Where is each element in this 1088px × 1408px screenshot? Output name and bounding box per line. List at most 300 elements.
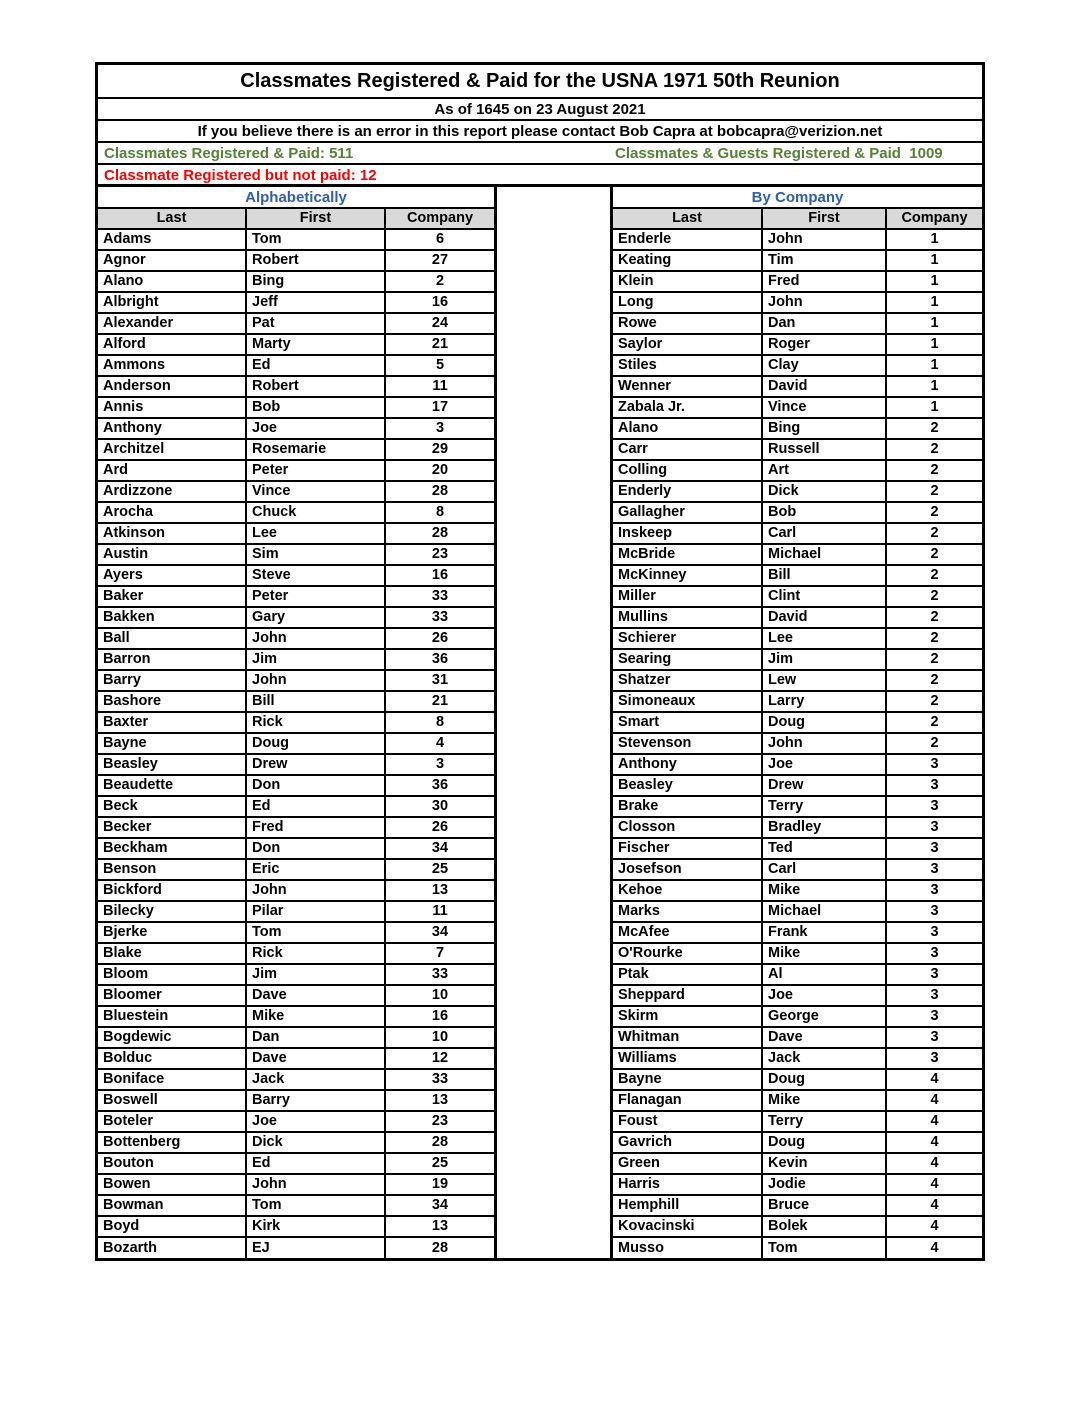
table-alphabetical <box>95 187 497 1261</box>
cell-company: 4 <box>385 733 494 754</box>
cell-last: Zabala Jr. <box>613 397 762 418</box>
cell-last: Agnor <box>98 250 246 271</box>
cell-company: 3 <box>886 922 982 943</box>
cell-company: 2 <box>886 733 982 754</box>
table-row <box>98 1006 494 1027</box>
cell-company: 2 <box>886 565 982 586</box>
cell-first: Dan <box>246 1027 385 1048</box>
table-row <box>613 859 982 880</box>
cell-company: 3 <box>886 754 982 775</box>
cell-last: Ard <box>98 460 246 481</box>
cell-company: 28 <box>385 523 494 544</box>
col-header-company: Company <box>886 209 982 229</box>
table-row <box>613 1174 982 1195</box>
table-row <box>613 1216 982 1237</box>
cell-company: 4 <box>886 1174 982 1195</box>
table-row <box>98 670 494 691</box>
cell-company: 2 <box>385 271 494 292</box>
as-of-line: As of 1645 on 23 August 2021 <box>98 99 982 121</box>
cell-last: Alano <box>613 418 762 439</box>
cell-company: 26 <box>385 628 494 649</box>
cell-company: 1 <box>886 355 982 376</box>
cell-first: Art <box>762 460 886 481</box>
cell-first: Jeff <box>246 292 385 313</box>
cell-company: 3 <box>385 418 494 439</box>
table-row <box>613 334 982 355</box>
cell-company: 11 <box>385 376 494 397</box>
cell-company: 13 <box>385 880 494 901</box>
cell-last: Boniface <box>98 1069 246 1090</box>
cell-first: Vince <box>762 397 886 418</box>
tables-area <box>95 187 985 1261</box>
cell-first: Ted <box>762 838 886 859</box>
cell-first: Tom <box>246 922 385 943</box>
cell-company: 3 <box>886 964 982 985</box>
cell-company: 2 <box>886 502 982 523</box>
by-company-table <box>613 209 982 1258</box>
cell-first: Al <box>762 964 886 985</box>
cell-company: 28 <box>385 1237 494 1257</box>
table-row <box>613 1048 982 1069</box>
cell-first: Eric <box>246 859 385 880</box>
table-row <box>613 880 982 901</box>
cell-last: Bowman <box>98 1195 246 1216</box>
cell-last: Searing <box>613 649 762 670</box>
cell-company: 20 <box>385 460 494 481</box>
col-header-last: Last <box>98 209 246 229</box>
table-row <box>98 880 494 901</box>
cell-company: 33 <box>385 964 494 985</box>
cell-company: 2 <box>886 628 982 649</box>
cell-company: 16 <box>385 565 494 586</box>
cell-company: 8 <box>385 712 494 733</box>
cell-first: Carl <box>762 523 886 544</box>
cell-company: 33 <box>385 607 494 628</box>
cell-last: Musso <box>613 1237 762 1257</box>
cell-last: Baxter <box>98 712 246 733</box>
cell-last: Sheppard <box>613 985 762 1006</box>
table-row <box>613 775 982 796</box>
cell-first: Tim <box>762 250 886 271</box>
cell-company: 33 <box>385 1069 494 1090</box>
cell-company: 2 <box>886 439 982 460</box>
cell-last: Bickford <box>98 880 246 901</box>
cell-company: 3 <box>886 985 982 1006</box>
cell-first: Bob <box>762 502 886 523</box>
cell-last: Atkinson <box>98 523 246 544</box>
cell-first: Russell <box>762 439 886 460</box>
table-row <box>98 586 494 607</box>
table-row <box>98 985 494 1006</box>
cell-company: 11 <box>385 901 494 922</box>
table-row <box>98 775 494 796</box>
cell-first: Terry <box>762 796 886 817</box>
table-row <box>613 607 982 628</box>
table-row <box>98 1027 494 1048</box>
table-row <box>613 355 982 376</box>
cell-first: John <box>246 628 385 649</box>
cell-first: Rick <box>246 712 385 733</box>
cell-last: Shatzer <box>613 670 762 691</box>
table-row <box>98 1216 494 1237</box>
table-row <box>613 817 982 838</box>
cell-last: Baker <box>98 586 246 607</box>
cell-first: John <box>762 229 886 250</box>
table-row <box>98 922 494 943</box>
cell-company: 5 <box>385 355 494 376</box>
col-header-first: First <box>762 209 886 229</box>
cell-last: Annis <box>98 397 246 418</box>
cell-company: 1 <box>886 292 982 313</box>
table-row <box>98 1069 494 1090</box>
cell-last: Albright <box>98 292 246 313</box>
cell-company: 6 <box>385 229 494 250</box>
cell-last: Carr <box>613 439 762 460</box>
cell-first: Joe <box>762 754 886 775</box>
cell-last: Saylor <box>613 334 762 355</box>
table-row <box>613 586 982 607</box>
cell-first: Marty <box>246 334 385 355</box>
cell-first: Doug <box>762 712 886 733</box>
cell-company: 23 <box>385 1111 494 1132</box>
cell-first: Sim <box>246 544 385 565</box>
spacer-column <box>497 187 610 1261</box>
table-row <box>98 376 494 397</box>
cell-company: 21 <box>385 334 494 355</box>
cell-last: Anderson <box>98 376 246 397</box>
report-header <box>95 62 985 187</box>
table-row <box>98 460 494 481</box>
cell-first: Robert <box>246 376 385 397</box>
cell-last: Becker <box>98 817 246 838</box>
cell-first: Mike <box>762 880 886 901</box>
cell-company: 2 <box>886 712 982 733</box>
cell-company: 17 <box>385 397 494 418</box>
cell-last: Beasley <box>98 754 246 775</box>
table-row <box>98 754 494 775</box>
cell-last: Bilecky <box>98 901 246 922</box>
table-row <box>98 817 494 838</box>
table-row <box>613 628 982 649</box>
cell-last: Boyd <box>98 1216 246 1237</box>
cell-last: Whitman <box>613 1027 762 1048</box>
table-row <box>613 670 982 691</box>
cell-company: 10 <box>385 985 494 1006</box>
cell-last: Alano <box>98 271 246 292</box>
table-row <box>98 1090 494 1111</box>
cell-first: Steve <box>246 565 385 586</box>
cell-first: Ed <box>246 1153 385 1174</box>
cell-company: 1 <box>886 334 982 355</box>
cell-last: Enderle <box>613 229 762 250</box>
cell-first: Don <box>246 775 385 796</box>
cell-last: Bayne <box>98 733 246 754</box>
cell-company: 4 <box>886 1216 982 1237</box>
cell-first: Joe <box>246 418 385 439</box>
cell-first: Gary <box>246 607 385 628</box>
cell-company: 33 <box>385 586 494 607</box>
table-row <box>613 439 982 460</box>
cell-company: 3 <box>886 1006 982 1027</box>
cell-last: Boteler <box>98 1111 246 1132</box>
cell-first: Dave <box>246 985 385 1006</box>
cell-last: Klein <box>613 271 762 292</box>
cell-company: 4 <box>886 1090 982 1111</box>
cell-first: Bill <box>246 691 385 712</box>
cell-company: 8 <box>385 502 494 523</box>
cell-company: 1 <box>886 229 982 250</box>
cell-first: Peter <box>246 586 385 607</box>
cell-last: Gavrich <box>613 1132 762 1153</box>
table-row <box>613 376 982 397</box>
table-row <box>613 544 982 565</box>
cell-company: 28 <box>385 1132 494 1153</box>
cell-company: 3 <box>886 859 982 880</box>
cell-last: Bashore <box>98 691 246 712</box>
cell-company: 2 <box>886 586 982 607</box>
cell-company: 13 <box>385 1216 494 1237</box>
cell-last: Simoneaux <box>613 691 762 712</box>
cell-last: Bloom <box>98 964 246 985</box>
cell-last: McKinney <box>613 565 762 586</box>
cell-company: 36 <box>385 775 494 796</box>
table-row <box>613 1153 982 1174</box>
cell-first: Tom <box>246 229 385 250</box>
cell-company: 2 <box>886 544 982 565</box>
cell-last: Skirm <box>613 1006 762 1027</box>
cell-last: Austin <box>98 544 246 565</box>
table-row <box>98 859 494 880</box>
column-header-row <box>613 209 982 229</box>
table-row <box>98 901 494 922</box>
cell-last: Josefson <box>613 859 762 880</box>
cell-last: Architzel <box>98 439 246 460</box>
table-row <box>613 523 982 544</box>
cell-last: Bogdewic <box>98 1027 246 1048</box>
table-row <box>613 502 982 523</box>
table-row <box>613 733 982 754</box>
cell-last: Ayers <box>98 565 246 586</box>
cell-last: Enderly <box>613 481 762 502</box>
cell-first: Bolek <box>762 1216 886 1237</box>
cell-last: McBride <box>613 544 762 565</box>
table-row <box>613 1132 982 1153</box>
cell-first: Jim <box>246 649 385 670</box>
table-row <box>613 1090 982 1111</box>
cell-first: Mike <box>246 1006 385 1027</box>
cell-company: 3 <box>385 754 494 775</box>
cell-first: Kirk <box>246 1216 385 1237</box>
cell-last: Flanagan <box>613 1090 762 1111</box>
cell-company: 1 <box>886 271 982 292</box>
table-row <box>98 544 494 565</box>
table-row <box>613 271 982 292</box>
cell-last: Bolduc <box>98 1048 246 1069</box>
table-row <box>98 649 494 670</box>
cell-last: Wenner <box>613 376 762 397</box>
cell-company: 31 <box>385 670 494 691</box>
cell-first: Jack <box>762 1048 886 1069</box>
table-row <box>613 754 982 775</box>
cell-company: 25 <box>385 859 494 880</box>
table-row <box>98 1111 494 1132</box>
cell-first: Chuck <box>246 502 385 523</box>
cell-last: Bowen <box>98 1174 246 1195</box>
cell-first: Roger <box>762 334 886 355</box>
table-row <box>613 985 982 1006</box>
cell-first: David <box>762 607 886 628</box>
table-title-alphabetical: Alphabetically <box>98 187 494 209</box>
cell-last: Harris <box>613 1174 762 1195</box>
table-row <box>98 943 494 964</box>
cell-last: Williams <box>613 1048 762 1069</box>
table-row <box>613 901 982 922</box>
cell-first: Doug <box>762 1069 886 1090</box>
table-row <box>613 1027 982 1048</box>
table-row <box>98 1195 494 1216</box>
cell-first: Fred <box>762 271 886 292</box>
table-row <box>98 712 494 733</box>
cell-company: 2 <box>886 649 982 670</box>
cell-first: Kevin <box>762 1153 886 1174</box>
table-row <box>98 397 494 418</box>
cell-last: Arocha <box>98 502 246 523</box>
cell-company: 25 <box>385 1153 494 1174</box>
cell-first: Clint <box>762 586 886 607</box>
cell-company: 2 <box>886 481 982 502</box>
cell-company: 3 <box>886 901 982 922</box>
cell-company: 4 <box>886 1237 982 1257</box>
cell-last: Colling <box>613 460 762 481</box>
cell-company: 7 <box>385 943 494 964</box>
cell-last: McAfee <box>613 922 762 943</box>
cell-last: Bottenberg <box>98 1132 246 1153</box>
cell-first: Frank <box>762 922 886 943</box>
cell-first: David <box>762 376 886 397</box>
cell-first: Lee <box>246 523 385 544</box>
cell-company: 2 <box>886 523 982 544</box>
cell-last: Schierer <box>613 628 762 649</box>
cell-company: 28 <box>385 481 494 502</box>
cell-last: Ammons <box>98 355 246 376</box>
cell-last: Beckham <box>98 838 246 859</box>
cell-company: 1 <box>886 376 982 397</box>
cell-first: Jim <box>246 964 385 985</box>
cell-first: Ed <box>246 796 385 817</box>
cell-first: Rick <box>246 943 385 964</box>
table-row <box>613 691 982 712</box>
table-by-company <box>610 187 985 1261</box>
cell-first: Dick <box>762 481 886 502</box>
cell-first: Michael <box>762 544 886 565</box>
cell-first: Ed <box>246 355 385 376</box>
table-row <box>613 1111 982 1132</box>
table-row <box>98 1132 494 1153</box>
cell-last: Stiles <box>613 355 762 376</box>
cell-last: Adams <box>98 229 246 250</box>
cell-company: 23 <box>385 544 494 565</box>
cell-first: Bing <box>246 271 385 292</box>
cell-last: Green <box>613 1153 762 1174</box>
table-row <box>613 1069 982 1090</box>
cell-company: 4 <box>886 1132 982 1153</box>
cell-company: 26 <box>385 817 494 838</box>
table-title-by-company: By Company <box>613 187 982 209</box>
table-row <box>613 460 982 481</box>
table-row <box>613 481 982 502</box>
cell-first: Doug <box>762 1132 886 1153</box>
cell-first: Michael <box>762 901 886 922</box>
cell-first: Dave <box>246 1048 385 1069</box>
cell-first: Lew <box>762 670 886 691</box>
table-row <box>98 481 494 502</box>
cell-last: Marks <box>613 901 762 922</box>
table-row <box>613 796 982 817</box>
cell-first: Carl <box>762 859 886 880</box>
cell-first: Bing <box>762 418 886 439</box>
table-row <box>98 250 494 271</box>
cell-last: Ball <box>98 628 246 649</box>
counts-row <box>98 143 982 165</box>
cell-first: Larry <box>762 691 886 712</box>
table-row <box>98 1048 494 1069</box>
cell-company: 27 <box>385 250 494 271</box>
cell-first: Terry <box>762 1111 886 1132</box>
cell-first: Mike <box>762 943 886 964</box>
alphabetical-table <box>98 209 494 1258</box>
cell-last: Smart <box>613 712 762 733</box>
cell-company: 12 <box>385 1048 494 1069</box>
cell-first: Tom <box>762 1237 886 1257</box>
cell-company: 4 <box>886 1111 982 1132</box>
cell-company: 16 <box>385 292 494 313</box>
cell-last: Anthony <box>98 418 246 439</box>
cell-company: 34 <box>385 922 494 943</box>
cell-company: 3 <box>886 838 982 859</box>
table-row <box>613 250 982 271</box>
cell-first: John <box>762 733 886 754</box>
cell-first: Fred <box>246 817 385 838</box>
cell-last: Hemphill <box>613 1195 762 1216</box>
cell-last: Boswell <box>98 1090 246 1111</box>
not-paid-count: Classmate Registered but not paid: 12 <box>98 165 982 187</box>
cell-last: Beaudette <box>98 775 246 796</box>
cell-first: Joe <box>246 1111 385 1132</box>
cell-first: John <box>246 670 385 691</box>
cell-first: Mike <box>762 1090 886 1111</box>
cell-first: Jack <box>246 1069 385 1090</box>
cell-first: Drew <box>246 754 385 775</box>
cell-first: Peter <box>246 460 385 481</box>
table-row <box>613 712 982 733</box>
cell-company: 3 <box>886 775 982 796</box>
cell-first: Jim <box>762 649 886 670</box>
table-row <box>613 649 982 670</box>
cell-last: Ptak <box>613 964 762 985</box>
table-row <box>98 418 494 439</box>
cell-first: John <box>246 880 385 901</box>
cell-first: Drew <box>762 775 886 796</box>
table-row <box>98 1237 494 1257</box>
cell-last: Bayne <box>613 1069 762 1090</box>
table-row <box>98 502 494 523</box>
cell-company: 29 <box>385 439 494 460</box>
table-row <box>613 943 982 964</box>
cell-last: Bloomer <box>98 985 246 1006</box>
table-row <box>98 229 494 250</box>
cell-first: Bob <box>246 397 385 418</box>
cell-last: Ardizzone <box>98 481 246 502</box>
